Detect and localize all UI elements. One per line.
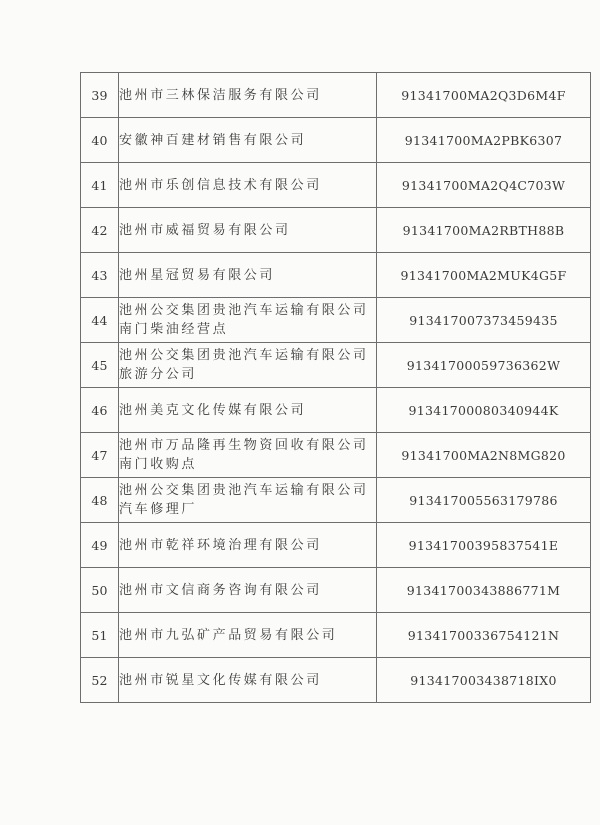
company-name-line: 南门收购点 (119, 457, 198, 472)
row-number: 48 (81, 478, 119, 523)
company-name-line: 池州市文信商务咨询有限公司 (119, 582, 322, 598)
company-name-line: 池州市三林保洁服务有限公司 (119, 87, 322, 103)
company-name-line: 池州市锐星文化传媒有限公司 (119, 672, 322, 688)
row-number: 52 (81, 658, 119, 703)
table-row (81, 523, 591, 568)
table-body (81, 73, 591, 703)
credit-code-cell: 91341700MA2PBK6307 (377, 118, 591, 163)
table-row (81, 658, 591, 703)
credit-code-cell: 91341700343886771M (377, 568, 591, 613)
company-name-line: 池州市九弘矿产品贸易有限公司 (119, 627, 338, 643)
company-name-cell (119, 163, 377, 208)
company-name-cell (119, 478, 377, 523)
company-name-cell (119, 658, 377, 703)
table-row (81, 253, 591, 298)
table-row (81, 343, 591, 388)
row-number: 41 (81, 163, 119, 208)
table-row (81, 73, 591, 118)
row-number: 39 (81, 73, 119, 118)
credit-code-cell: 913417005563179786 (377, 478, 591, 523)
table-row (81, 433, 591, 478)
table-row (81, 388, 591, 433)
row-number: 47 (81, 433, 119, 478)
row-number: 44 (81, 298, 119, 343)
company-name-line: 安徽神百建材销售有限公司 (119, 132, 307, 148)
company-name-line: 汽车修理厂 (119, 502, 198, 517)
company-name-line: 池州市万品隆再生物资回收有限公司 (119, 438, 369, 453)
company-name-line: 池州公交集团贵池汽车运输有限公司 (119, 303, 369, 318)
company-name-line: 池州星冠贸易有限公司 (119, 267, 276, 283)
company-name-cell (119, 343, 377, 388)
credit-code-cell: 913417007373459435 (377, 298, 591, 343)
credit-code-cell: 913417003438718IX0 (377, 658, 591, 703)
company-name-cell (119, 388, 377, 433)
table-row (81, 163, 591, 208)
company-name-line: 池州美克文化传媒有限公司 (119, 402, 307, 418)
company-name-cell (119, 208, 377, 253)
company-name-cell (119, 253, 377, 298)
company-name-cell (119, 73, 377, 118)
credit-code-cell: 91341700336754121N (377, 613, 591, 658)
table-row (81, 118, 591, 163)
company-name-cell (119, 613, 377, 658)
row-number: 51 (81, 613, 119, 658)
company-registry-table (80, 72, 591, 703)
company-name-line: 旅游分公司 (119, 367, 198, 382)
row-number: 46 (81, 388, 119, 433)
row-number: 50 (81, 568, 119, 613)
row-number: 43 (81, 253, 119, 298)
row-number: 49 (81, 523, 119, 568)
company-name-cell (119, 568, 377, 613)
company-name-cell (119, 523, 377, 568)
credit-code-cell: 91341700059736362W (377, 343, 591, 388)
credit-code-cell: 91341700MA2Q4C703W (377, 163, 591, 208)
company-name-cell (119, 298, 377, 343)
credit-code-cell: 91341700MA2Q3D6M4F (377, 73, 591, 118)
company-name-line: 池州市威福贸易有限公司 (119, 222, 291, 238)
row-number: 42 (81, 208, 119, 253)
credit-code-cell: 91341700MA2MUK4G5F (377, 253, 591, 298)
company-name-line: 池州公交集团贵池汽车运输有限公司 (119, 348, 369, 363)
table-row (81, 298, 591, 343)
credit-code-cell: 91341700395837541E (377, 523, 591, 568)
row-number: 45 (81, 343, 119, 388)
table-row (81, 208, 591, 253)
credit-code-cell: 91341700080340944K (377, 388, 591, 433)
table-row (81, 568, 591, 613)
credit-code-cell: 91341700MA2RBTH88B (377, 208, 591, 253)
company-name-cell (119, 118, 377, 163)
company-name-line: 池州市乐创信息技术有限公司 (119, 177, 322, 193)
company-name-line: 池州市乾祥环境治理有限公司 (119, 537, 322, 553)
company-name-line: 南门柴油经营点 (119, 322, 229, 337)
company-name-line: 池州公交集团贵池汽车运输有限公司 (119, 483, 369, 498)
company-name-cell (119, 433, 377, 478)
row-number: 40 (81, 118, 119, 163)
credit-code-cell: 91341700MA2N8MG820 (377, 433, 591, 478)
table-row (81, 478, 591, 523)
table-row (81, 613, 591, 658)
